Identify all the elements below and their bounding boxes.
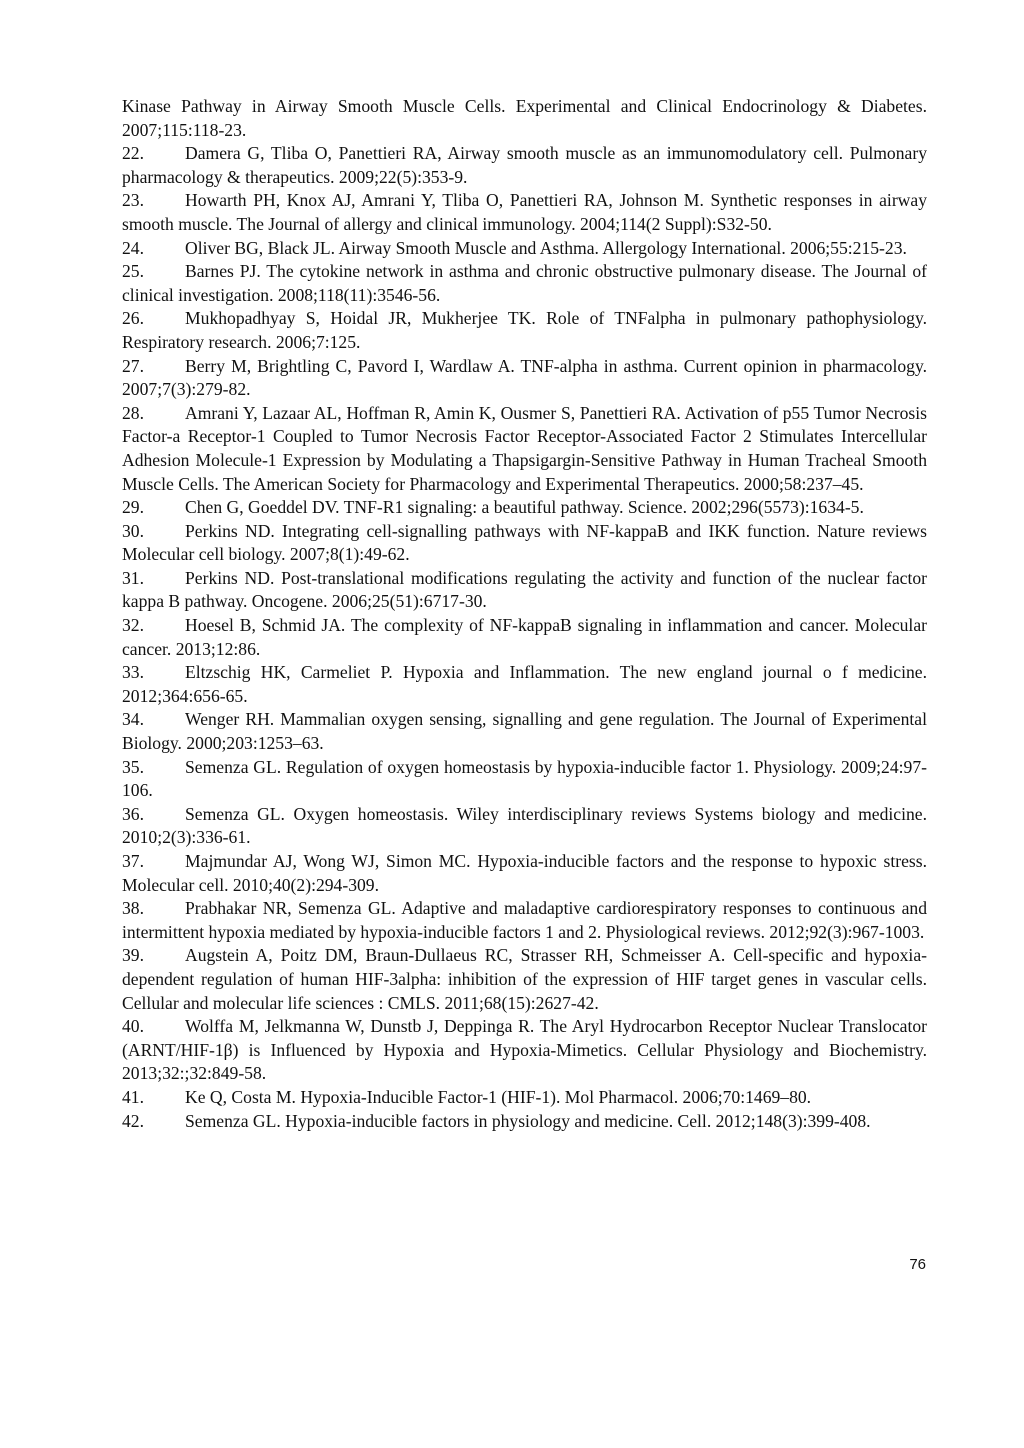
reference-number: 23. bbox=[122, 190, 144, 211]
reference-text: Wolffa M, Jelkmanna W, Dunstb J, Deppinga R. The Aryl Hydrocarbon Receptor Nuclear Translocator (ARNT/HIF-1β) is Influenced by Hypoxia and Hypoxia-Mimetics. Cellular Physiology and Biochemistry. 2013;32:;32:849-58. bbox=[122, 1016, 927, 1084]
reference-entry bbox=[122, 237, 927, 261]
reference-entry bbox=[122, 803, 927, 850]
reference-entry bbox=[122, 402, 927, 496]
reference-text: Semenza GL. Oxygen homeostasis. Wiley interdisciplinary reviews Systems biology and medicine. 2010;2(3):336-61. bbox=[122, 803, 927, 848]
reference-entry bbox=[122, 708, 927, 755]
reference-text: Berry M, Brightling C, Pavord I, Wardlaw A. TNF-alpha in asthma. Current opinion in pharmacology. 2007;7(3):279-82. bbox=[122, 355, 927, 400]
reference-number: 26. bbox=[122, 308, 144, 329]
reference-number: 35. bbox=[122, 756, 144, 777]
reference-entry bbox=[122, 307, 927, 354]
reference-number: 37. bbox=[122, 851, 144, 871]
reference-entry bbox=[122, 1086, 927, 1110]
page-number: 76 bbox=[909, 1256, 926, 1273]
reference-list bbox=[122, 95, 927, 1133]
reference-text: Oliver BG, Black JL. Airway Smooth Muscle and Asthma. Allergology International. 2006;55:215-23. bbox=[185, 237, 907, 258]
reference-number: 29. bbox=[122, 497, 144, 518]
reference-text: Hoesel B, Schmid JA. The complexity of NF-kappaB signaling in inflammation and cancer. Molecular cancer. 2013;12:86. bbox=[122, 615, 927, 659]
reference-entry bbox=[122, 567, 927, 614]
reference-number: 22. bbox=[122, 143, 144, 164]
reference-number: 39. bbox=[122, 945, 144, 966]
reference-entry bbox=[122, 1015, 927, 1086]
reference-text: Mukhopadhyay S, Hoidal JR, Mukherjee TK. Role of TNFalpha in pulmonary pathophysiology. Respiratory research. 2006;7:125. bbox=[122, 308, 927, 352]
reference-text: Damera G, Tliba O, Panettieri RA, Airway smooth muscle as an immunomodulatory cell. Pulmonary pharmacology & therapeutics. 2009;22(5):353-9. bbox=[122, 143, 927, 187]
reference-text: Augstein A, Poitz DM, Braun-Dullaeus RC, Strasser RH, Schmeisser A. Cell-specific and hypoxia-dependent regulation of human HIF-3alpha: inhibition of the expression of HIF target genes in vascular cells. Cellular and molecular life sciences : CMLS. 2011;68(15):2627-42. bbox=[122, 945, 927, 1013]
reference-number: 33. bbox=[122, 662, 144, 683]
reference-entry bbox=[122, 496, 927, 520]
reference-entry bbox=[122, 614, 927, 661]
reference-continuation: Kinase Pathway in Airway Smooth Muscle Cells. Experimental and Clinical Endocrinology & Diabetes. 2007;115:118-23. bbox=[122, 96, 927, 140]
reference-text: Semenza GL. Hypoxia-inducible factors in physiology and medicine. Cell. 2012;148(3):399-408. bbox=[185, 1110, 871, 1131]
reference-entry bbox=[122, 355, 927, 402]
reference-entry bbox=[122, 850, 927, 897]
reference-entry bbox=[122, 189, 927, 236]
reference-text: Semenza GL. Regulation of oxygen homeostasis by hypoxia-inducible factor 1. Physiology. 2009;24:97-106. bbox=[122, 756, 927, 801]
reference-text: Wenger RH. Mammalian oxygen sensing, signalling and gene regulation. The Journal of Experimental Biology. 2000;203:1253–63. bbox=[122, 709, 927, 754]
reference-number: 31. bbox=[122, 567, 144, 588]
reference-number: 32. bbox=[122, 615, 144, 636]
reference-entry bbox=[122, 142, 927, 189]
reference-number: 25. bbox=[122, 261, 144, 282]
reference-entry bbox=[122, 944, 927, 1015]
reference-number: 38. bbox=[122, 898, 144, 919]
reference-entry bbox=[122, 756, 927, 803]
reference-number: 30. bbox=[122, 520, 144, 541]
reference-number: 36. bbox=[122, 803, 144, 824]
reference-number: 24. bbox=[122, 237, 144, 258]
reference-number: 42. bbox=[122, 1110, 144, 1131]
reference-number: 34. bbox=[122, 709, 144, 730]
reference-text: Perkins ND. Integrating cell-signalling pathways with NF-kappaB and IKK function. Nature reviews Molecular cell biology. 2007;8(1):49-62. bbox=[122, 520, 927, 565]
reference-entry bbox=[122, 897, 927, 944]
reference-text: Howarth PH, Knox AJ, Amrani Y, Tliba O, Panettieri RA, Johnson M. Synthetic responses in airway smooth muscle. The Journal of allergy and clinical immunology. 2004;114(2 Suppl):S32-50. bbox=[122, 190, 927, 234]
reference-entry bbox=[122, 520, 927, 567]
reference-text: Ke Q, Costa M. Hypoxia-Inducible Factor-1 (HIF-1). Mol Pharmacol. 2006;70:1469–80. bbox=[185, 1086, 812, 1107]
reference-text: Prabhakar NR, Semenza GL. Adaptive and maladaptive cardiorespiratory responses to continuous and intermittent hypoxia mediated by hypoxia-inducible factors 1 and 2. Physiological reviews. 2012;92(3):967-1003. bbox=[122, 898, 927, 942]
reference-number: 28. bbox=[122, 402, 144, 423]
reference-text: Chen G, Goeddel DV. TNF-R1 signaling: a beautiful pathway. Science. 2002;296(5573):1634-5. bbox=[185, 497, 864, 518]
reference-entry bbox=[122, 1110, 927, 1134]
reference-text: Amrani Y, Lazaar AL, Hoffman R, Amin K, Ousmer S, Panettieri RA. Activation of p55 Tumor Necrosis Factor-a Receptor-1 Coupled to Tumor Necrosis Factor Receptor-Associated Factor 2 Stimulates Intercellular Adhesion Molecule-1 Expression by Modulating a Thapsigargin-Sensitive Pathway in Human Tracheal Smooth Muscle Cells. The American Society for Pharmacology and Experimental Therapeutics. 2000;58:237–45. bbox=[122, 402, 927, 494]
reference-entry bbox=[122, 260, 927, 307]
reference-text: Majmundar AJ, Wong WJ, Simon MC. Hypoxia-inducible factors and the response to hypoxic stress. Molecular cell. 2010;40(2):294-309. bbox=[122, 851, 927, 895]
reference-number: 40. bbox=[122, 1016, 144, 1037]
reference-text: Barnes PJ. The cytokine network in asthma and chronic obstructive pulmonary disease. The Journal of clinical investigation. 2008;118(11):3546-56. bbox=[122, 261, 927, 305]
reference-number: 41. bbox=[122, 1086, 144, 1107]
reference-entry bbox=[122, 661, 927, 708]
reference-number: 27. bbox=[122, 355, 144, 376]
reference-text: Perkins ND. Post-translational modifications regulating the activity and function of the nuclear factor kappa B pathway. Oncogene. 2006;25(51):6717-30. bbox=[122, 567, 927, 612]
reference-text: Eltzschig HK, Carmeliet P. Hypoxia and Inflammation. The new england journal o f medicine. 2012;364:656-65. bbox=[122, 662, 927, 706]
